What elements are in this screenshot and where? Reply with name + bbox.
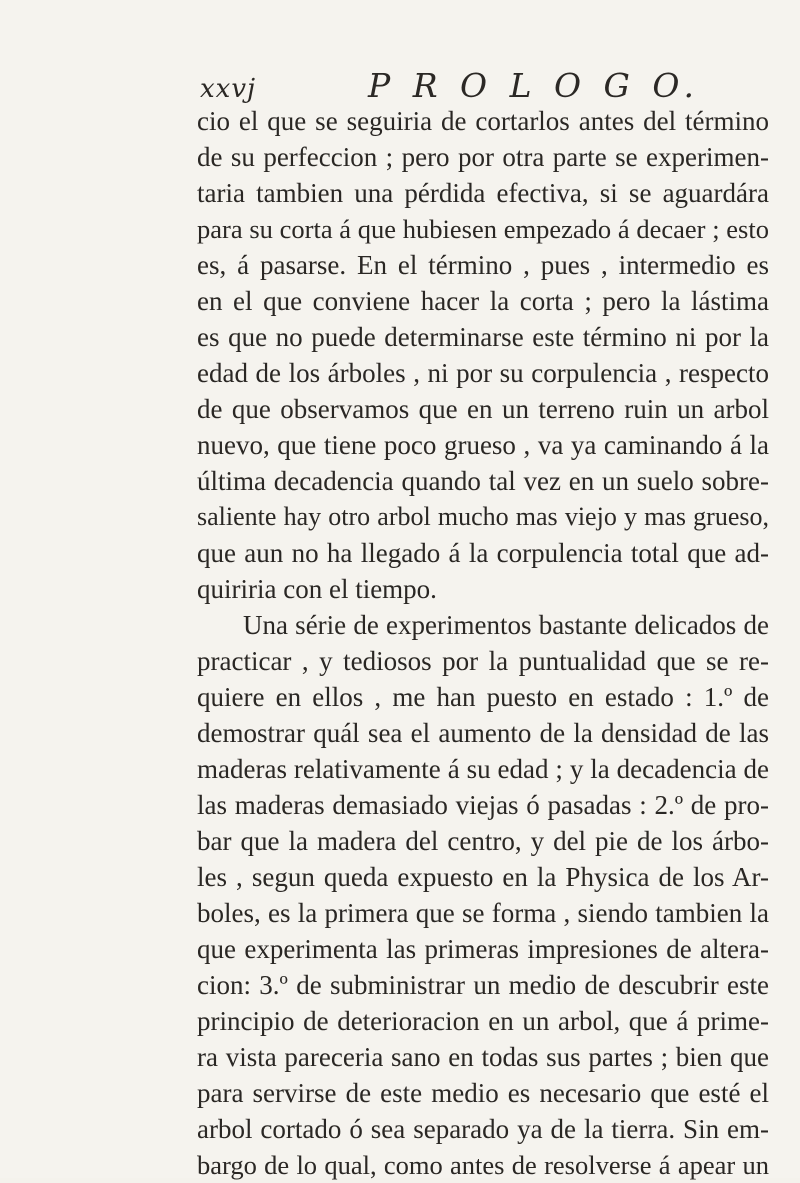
text-line: cion: 3.º de subministrar un medio de descubrir este xyxy=(197,970,769,1000)
text-line: que aun no ha llegado á la corpulencia total que ad- xyxy=(197,538,769,568)
text-line: quiere en ellos , me han puesto en estado : 1.º de xyxy=(197,682,769,712)
text-line: para su corta á que hubiesen empezado á decaer ; esto xyxy=(197,214,769,244)
text-line: bargo de lo qual, como antes de resolverse á apear un xyxy=(197,1150,769,1180)
page-number: xxvj xyxy=(200,74,257,104)
text-line: es, á pasarse. En el término , pues , intermedio es xyxy=(197,250,769,280)
text-line: taria tambien una pérdida efectiva, si se aguardára xyxy=(197,178,769,208)
text-line: de que observamos que en un terreno ruin un arbol xyxy=(197,394,769,424)
text-line: practicar , y tediosos por la puntualidad que se re- xyxy=(197,646,769,676)
text-line: bar que la madera del centro, y del pie de los árbo- xyxy=(197,826,769,856)
text-line: las maderas demasiado viejas ó pasadas : 2.º de pro- xyxy=(197,790,769,820)
text-line: para servirse de este medio es necesario que esté el xyxy=(197,1078,769,1108)
running-title: P R O L O G O. xyxy=(368,66,700,105)
text-line: maderas relativamente á su edad ; y la decadencia de xyxy=(197,754,769,784)
page-header xyxy=(200,66,760,106)
text-line: nuevo, que tiene poco grueso , va ya caminando á la xyxy=(197,430,769,460)
text-line: saliente hay otro arbol mucho mas viejo y mas grueso, xyxy=(197,502,769,531)
text-line: principio de deterioracion en un arbol, que á prime- xyxy=(197,1006,769,1036)
text-line-paragraph-start: Una série de experimentos bastante delicados de xyxy=(243,610,769,640)
text-line-paragraph-end: quiriria con el tiempo. xyxy=(197,574,437,604)
text-line: les , segun queda expuesto en la Physica de los Ar- xyxy=(197,862,769,892)
text-line: ra vista pareceria sano en todas sus partes ; bien que xyxy=(197,1042,769,1072)
text-line: boles, es la primera que se forma , siendo tambien la xyxy=(197,898,769,928)
text-line: de su perfeccion ; pero por otra parte se experimen- xyxy=(197,142,769,172)
text-line: en el que conviene hacer la corta ; pero la lástima xyxy=(197,286,769,316)
text-line: es que no puede determinarse este término ni por la xyxy=(197,322,769,352)
text-line: última decadencia quando tal vez en un suelo sobre- xyxy=(197,466,769,496)
text-line: edad de los árboles , ni por su corpulencia , respecto xyxy=(197,358,769,388)
text-line: demostrar quál sea el aumento de la densidad de las xyxy=(197,718,769,748)
text-line: arbol cortado ó sea separado ya de la tierra. Sin em- xyxy=(197,1114,769,1144)
text-line: cio el que se seguiria de cortarlos antes del término xyxy=(197,106,769,136)
text-line: que experimenta las primeras impresiones de altera- xyxy=(197,934,769,964)
body-text xyxy=(197,103,769,1183)
